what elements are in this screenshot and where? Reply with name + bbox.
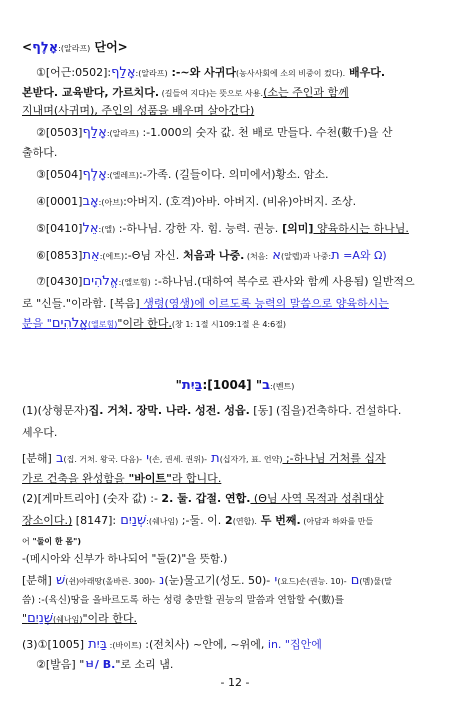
section-2-title: " ב" [1004]:בַּיִת :(벤트) (175, 378, 295, 393)
entry-1-line-1: ①[어근:0502]:אָלַף:(알라프) :-~와 사귀다(농사사회에 소의 비중이 컸다). 배우다. (36, 65, 386, 80)
preposition-line-1: (3)①[1005] בַּיִת :(바이트) :(전치사) ~안에, ~위에, in. "집안에 (22, 637, 322, 652)
breakdown-2-line-2: 씀) :-(육신)땅을 올바르도록 하는 성령 충만할 권능의 말씀과 연합할 수(數)를 (22, 595, 344, 606)
entry-6: ⑥[0853]אֵת:(에트):-Θ님 자신. 처음과 나중. (처음: א(알렙)과 나중:ת =A와 Ω) (36, 248, 387, 263)
meaning-1-line-2: 세우다. (22, 426, 58, 439)
entry-2-line-1: ②[0503]אָלַף:(알라프) :-1.000의 숫자 값. 천 배로 만들다. 수천(數千)을 산 (36, 125, 393, 140)
entry-7-line-1: ⑦[0430]אֱלֹהִים:(엘로힘) :-하나님.(대하여 복수로 관사와 함께 사용됨) 일반적으 (36, 274, 415, 289)
entry-5: ⑤[0410]אֵל:(엘) :-하나님. 강한 자. 힘. 능력. 권능. [의미] 양육하시는 하나님. (36, 221, 409, 236)
entry-1-line-3: 지내며(사귀며), 주인의 성품을 배우며 살아간다) (22, 104, 255, 117)
breakdown-2-line-1: [분해] שׁ(쉰)아래땅(올바른. 300)- נ(눈)물고기(성도. 50)- י(요드)손(권능. 10)- ם(멤)물(말 (22, 573, 392, 588)
entry-7-line-2: 로 "신들."이라함. [복음] 생령(영생)에 이르도록 능력의 말씀으로 양육하시는 (22, 297, 389, 310)
gematria-line-1: (2)[게마트리아] (숫자 값) :- 2. 둘. 갑절. 연합. (Θ님 사역 목적과 성취대상 (22, 492, 384, 505)
gematria-line-4: -(메시아와 신부가 하나되어 "둘(2)"을 뜻함.) (22, 553, 228, 565)
section-title: <אָלֶף:(알라프) 단어> (22, 40, 128, 55)
gematria-line-3: 어 "둘이 한 몸") (22, 537, 81, 546)
breakdown-2-line-3: "שְׁנַיִם(쉐나임)"이라 한다. (22, 611, 138, 626)
breakdown-1-line-2: 가로 건축을 완성함을 "바이트"라 합니다. (22, 472, 222, 485)
entry-2-line-2: 출하다. (22, 146, 58, 159)
breakdown-1-line-1: [분해] ב(집. 거처. 왕국. 다음)- י(손, 권세. 권위)- ת(십자가, 표. 언약) ;-하나님 거처를 십자 (22, 451, 386, 466)
entry-7-line-3: 분을 "אֱלֹהִים(엘로힘)"이라 한다.(창 1: 1절 시109:1절 욘 4:6절) (22, 316, 287, 331)
entry-1-line-2: 본받다. 교육받다, 가르치다. (길들여 지다)는 뜻으로 사용.(소는 주인과 함께 (22, 86, 349, 99)
entry-3: ③[0504]אָלֶף:(엘레프):-가족. (길들이다. 의미에서)황소. 암소. (36, 167, 329, 182)
entry-4: ④[0001]אָב:(아브):아버지. (호격)아바. 아버지. (비유)아버지. 조상. (36, 194, 357, 209)
meaning-1-line-1: (1)(상형문자)집. 거처. 장막. 나라. 성전. 성읍. [동] (집을)건축하다. 건설하다. (22, 404, 402, 417)
page-number: - 12 - (220, 676, 250, 689)
gematria-line-2: 장소이다.) [8147]: שְׁנַיִם:(쉐나임) ;-둘. 이. 2(연합). 두 번째. (아담과 하와를 만들 (22, 513, 374, 528)
preposition-line-2: ②[발음] "ㅂ/ B."로 소리 냄. (36, 658, 174, 671)
hebrew-word: אָלֶף (32, 40, 59, 55)
